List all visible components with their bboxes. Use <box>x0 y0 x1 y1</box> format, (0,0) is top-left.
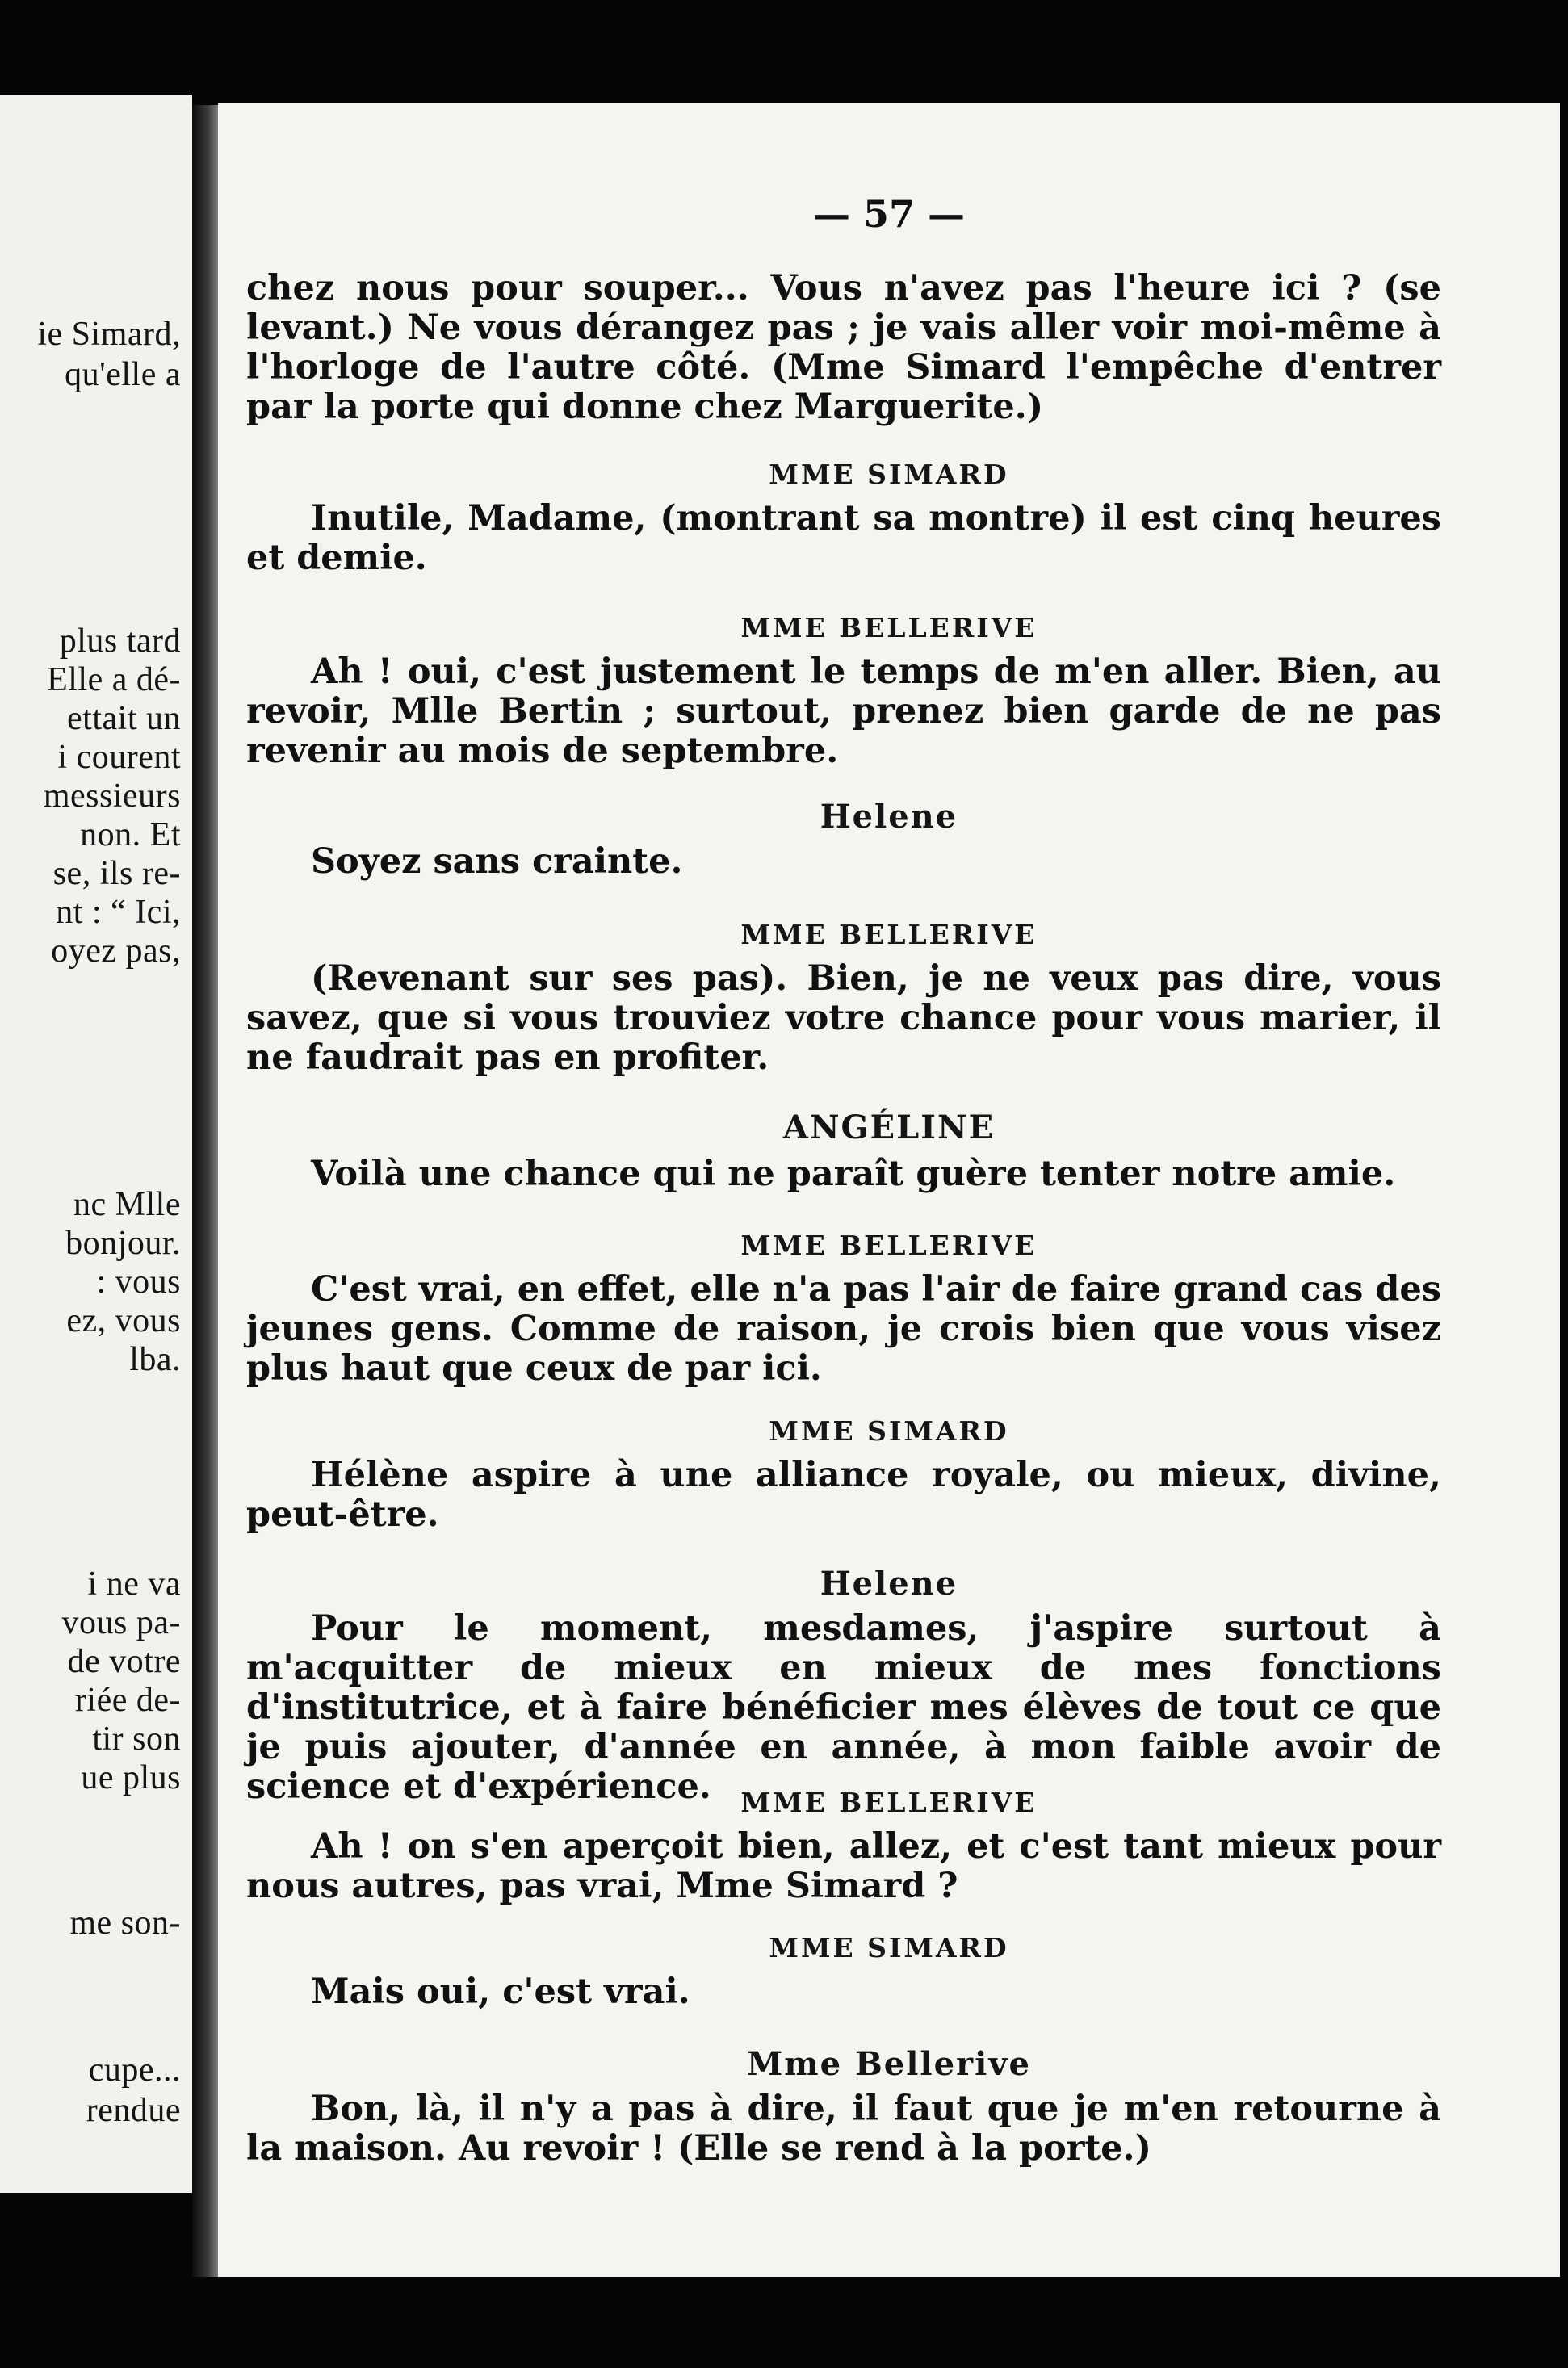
left-facing-page <box>0 95 192 2193</box>
left-page-line: plus tard <box>59 622 181 660</box>
left-page-line: i ne va <box>87 1565 181 1603</box>
speaker-name: MME BELLERIVE <box>740 1230 1038 1261</box>
left-page-line: bonjour. <box>65 1225 181 1262</box>
left-page-line: i courent <box>57 739 181 776</box>
left-page-line: se, ils re- <box>52 855 181 892</box>
speaker-name: MME SIMARD <box>769 1415 1009 1447</box>
left-page-line: ie Simard, <box>37 316 181 353</box>
speaker-name: Helene <box>820 1565 958 1603</box>
page-number: — 57 — <box>812 192 966 236</box>
dialogue-text: Hélène aspire à une alliance royale, ou mieux, divine, peut-être. <box>246 1455 1441 1535</box>
left-page-line: messieurs <box>43 777 181 815</box>
dialogue-text: Pour le moment, mesdames, j'aspire surtout à m'acquitter de mieux en mieux de mes fonctions d'institutrice, et à faire bénéficier mes élèves de tout ce que je puis ajouter, d'année en année, à mon faible avoir de science et d'expérience. <box>246 1608 1441 1807</box>
dialogue-text: Ah ! on s'en aperçoit bien, allez, et c'est tant mieux pour nous autres, pas vrai, Mme Simard ? <box>246 1826 1441 1906</box>
left-page-line: tir son <box>92 1720 181 1758</box>
left-page-line: vous pa- <box>61 1604 181 1641</box>
speaker-name: MME BELLERIVE <box>740 612 1038 643</box>
left-page-line: nc Mlle <box>73 1186 181 1223</box>
left-page-line: non. Et <box>80 816 181 853</box>
main-page <box>218 103 1560 2277</box>
speaker-name: Mme Bellerive <box>746 2045 1032 2083</box>
dialogue-text: Ah ! oui, c'est justement le temps de m'en aller. Bien, au revoir, Mlle Bertin ; surtout, prenez bien garde de ne pas revenir au mois de septembre. <box>246 652 1441 771</box>
left-page-line: cupe... <box>88 2052 181 2089</box>
left-page-line: ez, vous <box>66 1302 181 1339</box>
speaker-name: MME BELLERIVE <box>740 919 1038 950</box>
left-page-line: rendue <box>86 2092 181 2129</box>
left-page-line: ue plus <box>81 1759 181 1796</box>
speaker-name: ANGÉLINE <box>782 1109 996 1146</box>
speaker-name: Helene <box>820 798 958 836</box>
left-page-line: nt : “ Ici, <box>56 894 181 931</box>
left-page-line: oyez pas, <box>51 933 181 970</box>
speaker-name: MME BELLERIVE <box>740 1787 1038 1818</box>
dialogue-text: C'est vrai, en effet, elle n'a pas l'air de faire grand cas des jeunes gens. Comme de raison, je crois bien que vous visez plus haut que ceux de par ici. <box>246 1269 1441 1389</box>
left-page-line: Elle a dé- <box>47 661 181 698</box>
speaker-name: MME SIMARD <box>769 459 1009 490</box>
left-page-line: qu'elle a <box>65 356 181 393</box>
left-page-line: lba. <box>129 1341 181 1378</box>
stage-text: chez nous pour souper... Vous n'avez pas l'heure ici ? (se levant.) Ne vous dérangez pas ; je vais aller voir moi-même à l'horloge de l'autre côté. (Mme Simard l'empêche d'entrer par la porte qui donne chez Marguerite.) <box>246 268 1441 427</box>
dialogue-text: (Revenant sur ses pas). Bien, je ne veux pas dire, vous savez, que si vous trouviez votre chance pour vous marier, il ne faudrait pas en profiter. <box>246 958 1441 1078</box>
left-page-line: me son- <box>69 1905 181 1942</box>
left-page-line: de votre <box>67 1643 181 1680</box>
dialogue-text: Bon, là, il n'y a pas à dire, il faut que je m'en retourne à la maison. Au revoir ! (Elle se rend à la porte.) <box>246 2089 1441 2169</box>
left-page-line: riée de- <box>74 1682 181 1719</box>
left-page-line: ettait un <box>67 700 181 737</box>
book-gutter <box>192 105 221 2277</box>
dialogue-text: Mais oui, c'est vrai. <box>311 1972 690 2012</box>
dialogue-text: Soyez sans crainte. <box>311 841 683 882</box>
left-page-line: : vous <box>96 1264 181 1301</box>
dialogue-text: Inutile, Madame, (montrant sa montre) il est cinq heures et demie. <box>246 498 1441 578</box>
dialogue-text: Voilà une chance qui ne paraît guère tenter notre amie. <box>311 1154 1396 1194</box>
speaker-name: MME SIMARD <box>769 1932 1009 1964</box>
